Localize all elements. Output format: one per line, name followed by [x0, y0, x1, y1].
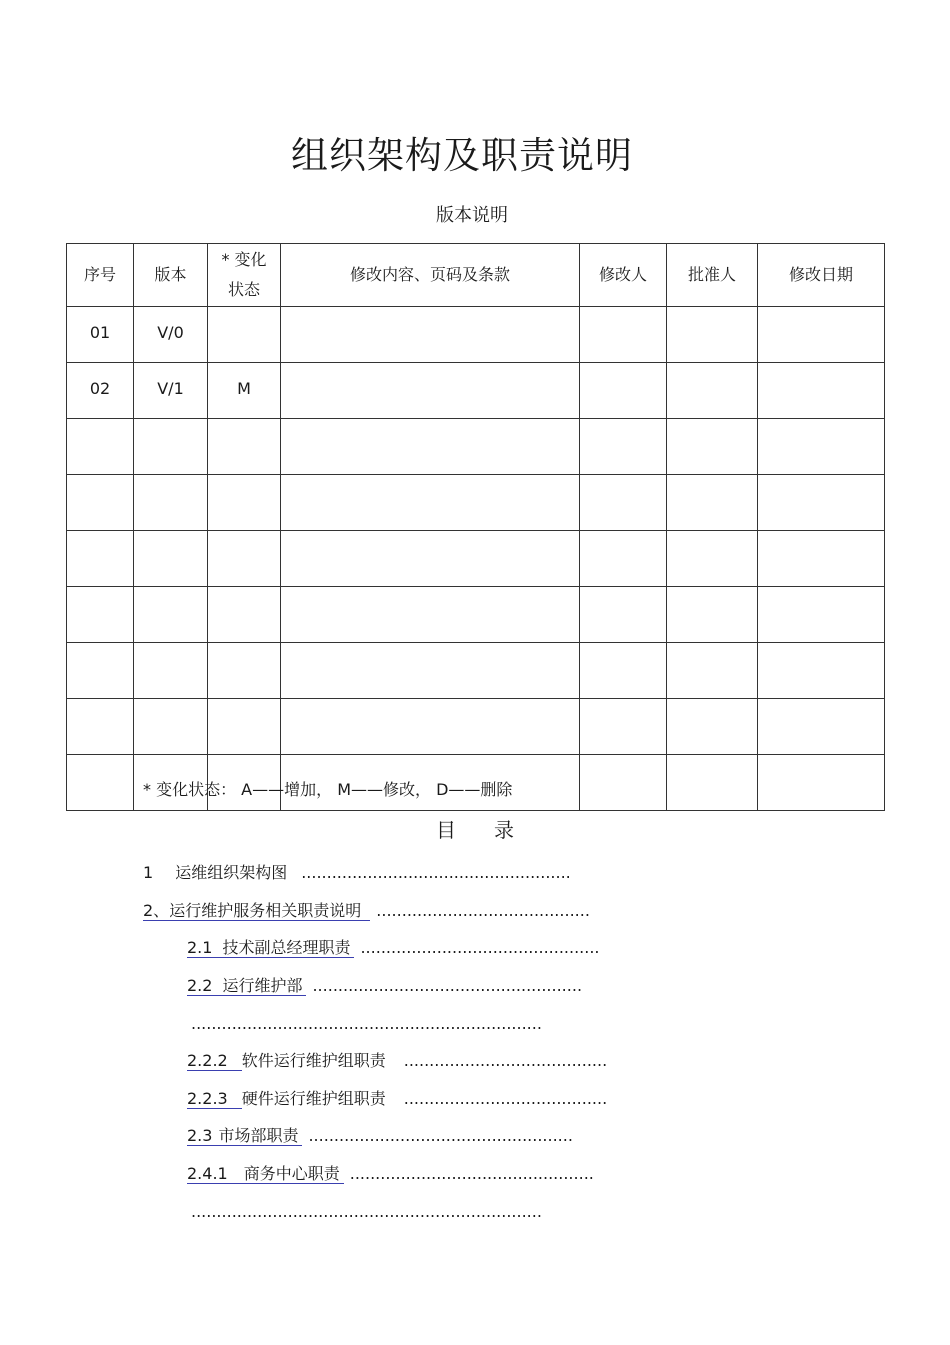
table-header-row — [67, 244, 885, 307]
toc-link[interactable] — [187, 976, 306, 996]
toc-item-label: 技术副总经理职责 — [222, 938, 351, 957]
table-row-empty — [67, 587, 885, 643]
header-modifier: 修改人 — [580, 244, 667, 307]
header-status-line2: 状态 — [227, 280, 260, 299]
toc-leader-dots: .......................................... — [376, 901, 590, 920]
toc-item-number: 2.3 — [187, 1126, 213, 1145]
cell-content — [281, 363, 580, 419]
document-title: 组织架构及职责说明 — [291, 134, 633, 177]
header-status-line1: * 变化 — [221, 250, 267, 269]
table-row-empty — [67, 699, 885, 755]
header-version: 版本 — [134, 244, 208, 307]
toc-item-leader-only[interactable] — [191, 1201, 542, 1223]
cell-seq: 02 — [67, 363, 134, 419]
cell-modifier — [580, 307, 667, 363]
revision-table — [66, 243, 885, 811]
toc-title — [0, 817, 950, 843]
toc-title-part1: 目 — [436, 818, 456, 842]
toc-leader-dots: ..................................................... — [312, 976, 583, 995]
cell-date — [758, 307, 885, 363]
cell-modifier — [580, 363, 667, 419]
cell-status: M — [208, 363, 281, 419]
toc-item-number: 2.2.3 — [187, 1089, 228, 1108]
toc-link[interactable] — [187, 1089, 242, 1109]
table-row — [67, 307, 885, 363]
toc-item-leader-only[interactable] — [191, 1013, 542, 1035]
toc-link[interactable] — [187, 1126, 302, 1146]
toc-leader-dots: ................................................ — [349, 1164, 594, 1183]
table-row-empty — [67, 643, 885, 699]
toc-item-number: 1 — [143, 863, 154, 882]
cell-content — [281, 307, 580, 363]
toc-item-number: 2.4.1 — [187, 1164, 228, 1183]
toc-leader-dots: ........................................ — [403, 1051, 608, 1070]
toc-item-label: 硬件运行维护组职责 — [241, 1089, 386, 1108]
toc-leader-dots: .................................................... — [308, 1126, 573, 1145]
toc-link[interactable] — [187, 1164, 344, 1184]
cell-status — [208, 307, 281, 363]
toc-item-number: 2.2.2 — [187, 1051, 228, 1070]
toc-item-duties[interactable] — [143, 900, 590, 922]
cell-approver — [667, 363, 758, 419]
toc-link[interactable] — [143, 901, 370, 921]
header-content: 修改内容、页码及条款 — [281, 244, 580, 307]
header-status — [208, 244, 281, 307]
toc-leader-dots: ............................................... — [360, 938, 600, 957]
cell-version: V/1 — [134, 363, 208, 419]
toc-item-tech-vp[interactable] — [187, 937, 600, 959]
toc-item-label: 商务中心职责 — [243, 1164, 340, 1183]
table-row-empty — [67, 531, 885, 587]
toc-leader-dots: ........................................ — [403, 1089, 608, 1108]
toc-item-ops-dept[interactable] — [187, 975, 582, 997]
header-seq: 序号 — [67, 244, 134, 307]
toc-link[interactable] — [187, 1051, 242, 1071]
toc-item-number: 2.1 — [187, 938, 213, 957]
table-row — [67, 363, 885, 419]
toc-link[interactable] — [187, 938, 354, 958]
header-approver: 批准人 — [667, 244, 758, 307]
toc-item-label: 运维组织架构图 — [175, 863, 288, 882]
toc-leader-dots: ..................................................................... — [191, 1202, 542, 1221]
toc-item-org-chart[interactable] — [143, 862, 571, 884]
toc-item-number: 2.2 — [187, 976, 213, 995]
toc-leader-dots: ..................................................................... — [191, 1014, 542, 1033]
toc-item-label: 市场部职责 — [218, 1126, 299, 1145]
toc-item-marketing[interactable] — [187, 1125, 573, 1147]
toc-item-business-center[interactable] — [187, 1163, 594, 1185]
header-date: 修改日期 — [758, 244, 885, 307]
toc-item-number: 2、 — [143, 901, 170, 920]
status-legend-note: * 变化状态： A——增加， M——修改， D——删除 — [143, 780, 513, 799]
toc-item-label: 运行维护服务相关职责说明 — [169, 901, 362, 920]
cell-approver — [667, 307, 758, 363]
toc-title-part2: 录 — [494, 818, 514, 842]
toc-item-label: 运行维护部 — [222, 976, 303, 995]
cell-seq: 01 — [67, 307, 134, 363]
table-row-empty — [67, 419, 885, 475]
table-row-empty — [67, 475, 885, 531]
version-subtitle: 版本说明 — [436, 205, 508, 226]
toc-item-label: 软件运行维护组职责 — [241, 1051, 386, 1070]
toc-leader-dots: ..................................................... — [301, 863, 571, 882]
cell-version: V/0 — [134, 307, 208, 363]
toc-item-hardware-ops[interactable] — [187, 1088, 607, 1110]
cell-date — [758, 363, 885, 419]
toc-item-software-ops[interactable] — [187, 1050, 607, 1072]
